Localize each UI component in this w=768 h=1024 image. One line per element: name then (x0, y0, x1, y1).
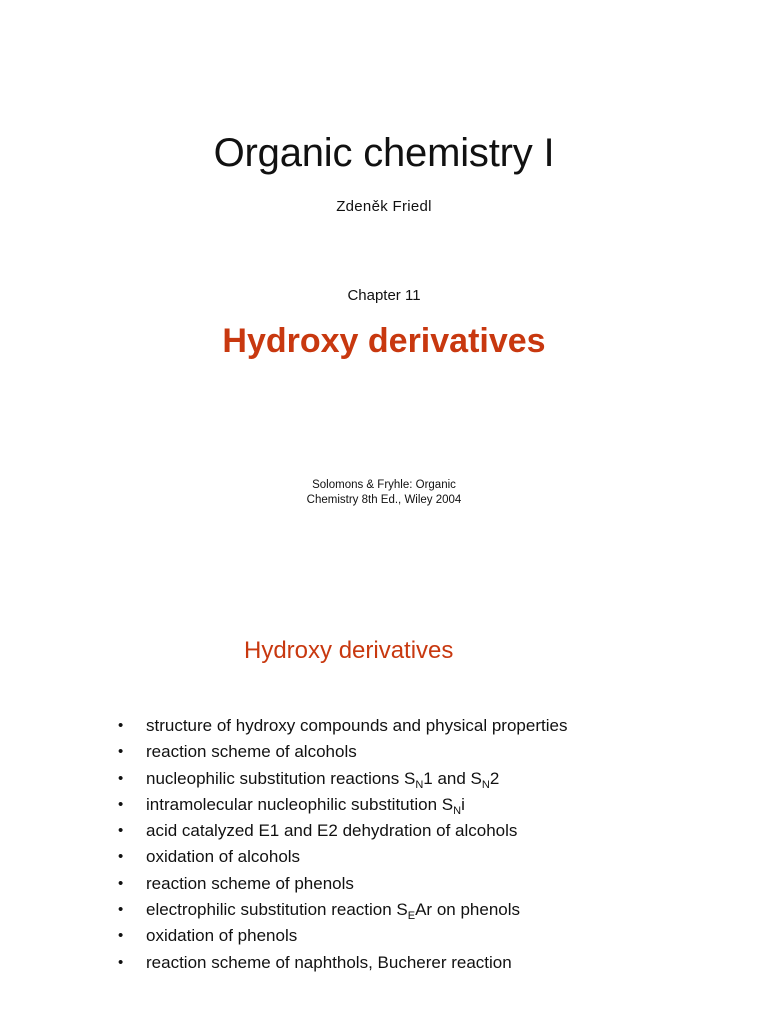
topic-text (146, 897, 520, 923)
bullet-icon: • (118, 743, 124, 761)
subscript: N (453, 804, 462, 817)
topic-text (146, 818, 517, 844)
bullet-icon: • (118, 927, 124, 945)
topic-text-segment: electrophilic substitution reaction S (146, 900, 408, 920)
reference-citation (0, 478, 768, 508)
topic-text-segment: nucleophilic substitution reactions S (146, 768, 416, 788)
bullet-icon: • (118, 717, 124, 734)
topic-text (146, 950, 512, 976)
subscript: N (481, 778, 490, 791)
bullet-icon: • (118, 953, 124, 971)
topic-text (146, 713, 567, 739)
topic-text-segment: Ar on phenols (415, 900, 520, 920)
topic-text-segment: 1 and S (423, 768, 482, 788)
bullet-icon: • (118, 795, 124, 813)
subscript: N (415, 778, 424, 791)
topic-text-segment: reaction scheme of phenols (146, 873, 354, 893)
bullet-icon: • (118, 901, 124, 919)
topic-text-segment: i (461, 794, 465, 814)
subscript: E (407, 910, 416, 923)
bullet-icon: • (118, 769, 124, 787)
topic-text (146, 766, 499, 792)
topic-text-segment: intramolecular nucleophilic substitution S (146, 794, 454, 814)
topic-text-segment: reaction scheme of alcohols (146, 742, 357, 762)
reference-line: Solomons & Fryhle: Organic (312, 479, 456, 491)
topic-text-segment: reaction scheme of naphthols, Bucherer reaction (146, 952, 512, 972)
topic-text (146, 739, 357, 765)
chapter-title: Hydroxy derivatives (222, 322, 546, 360)
chapter-number: Chapter 11 (347, 287, 421, 304)
author-name: Zdeněk Friedl (336, 198, 432, 215)
topic-text (146, 792, 465, 818)
document-title: Organic chemistry I (213, 131, 555, 175)
reference-line: Chemistry 8th Ed., Wiley 2004 (306, 494, 462, 506)
topic-text-segment: acid catalyzed E1 and E2 dehydration of alcohols (146, 821, 518, 841)
topic-text-segment: oxidation of phenols (146, 926, 298, 946)
section-heading: Hydroxy derivatives (244, 637, 454, 664)
bullet-icon: • (118, 848, 124, 866)
topic-text-segment: oxidation of alcohols (146, 847, 301, 867)
bullet-icon: • (118, 822, 124, 840)
topic-text (146, 923, 297, 949)
topic-text-segment: 2 (489, 768, 500, 788)
topic-text (146, 871, 354, 897)
bullet-icon: • (118, 874, 124, 892)
topic-text-segment: structure of hydroxy compounds and physical properties (146, 716, 568, 735)
topic-text (146, 844, 300, 870)
